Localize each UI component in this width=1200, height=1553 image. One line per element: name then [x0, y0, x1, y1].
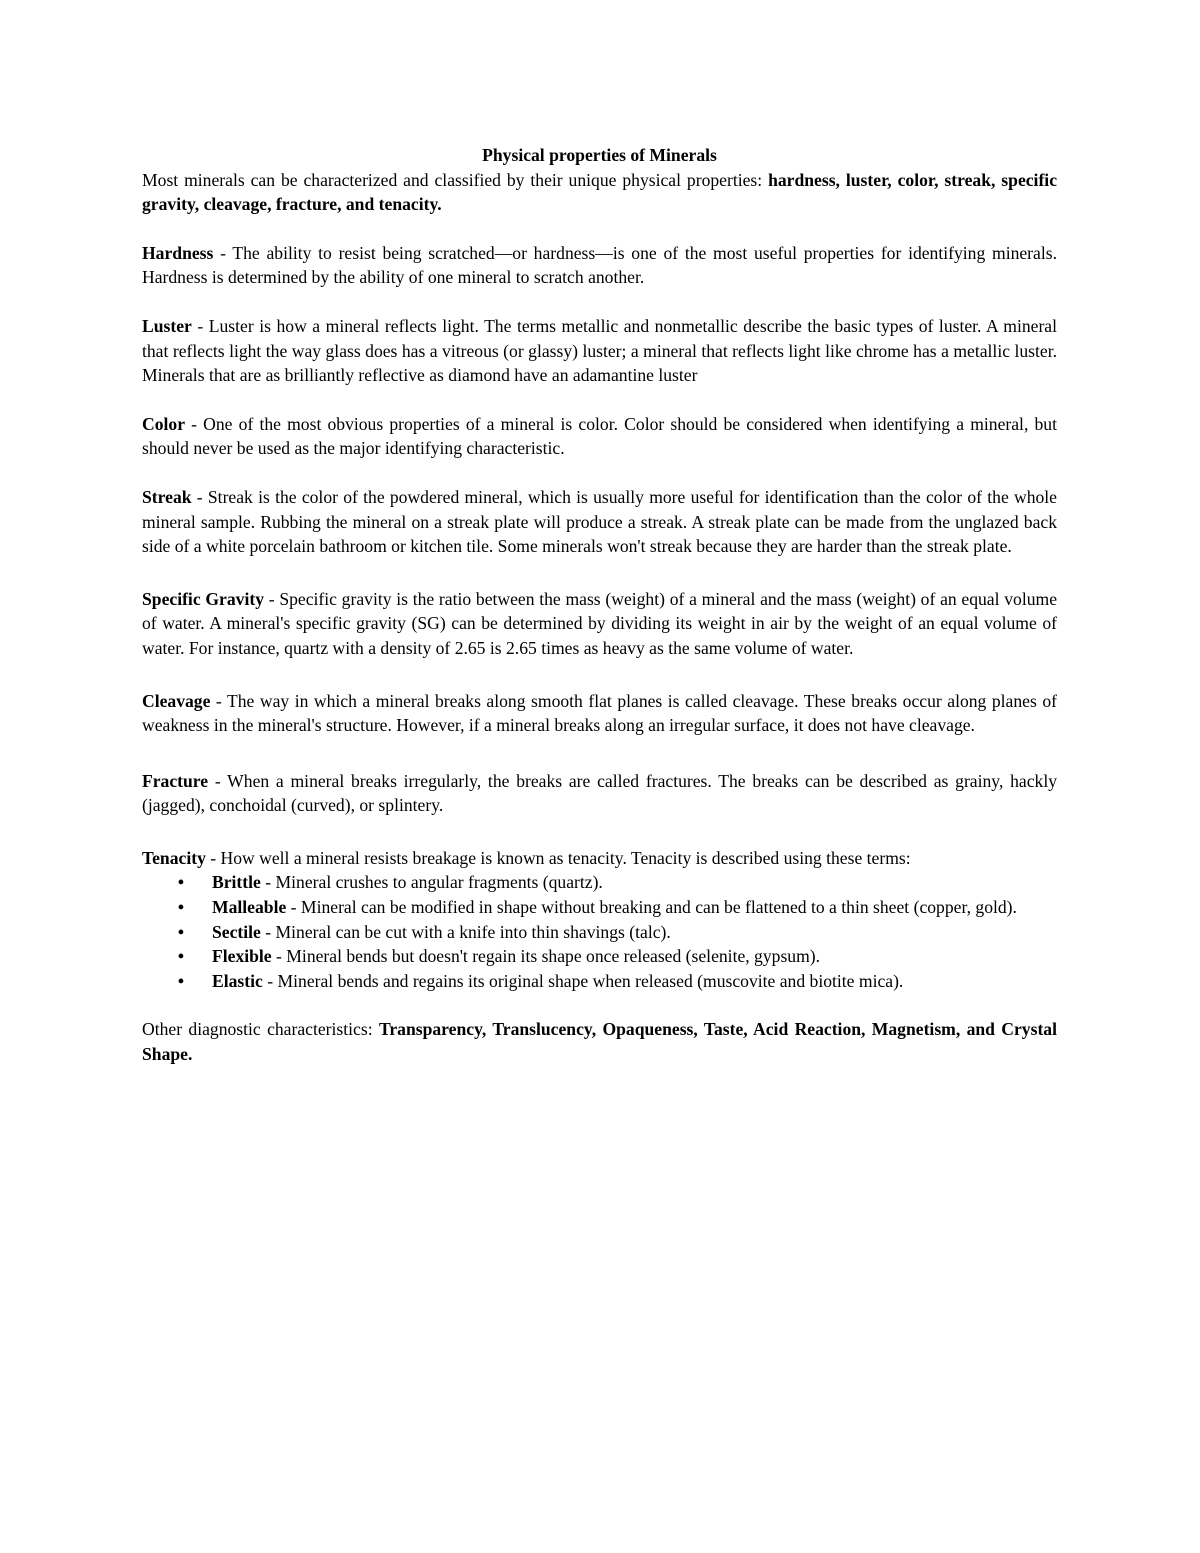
intro-properties-list: hardness, luster, color, streak, specific gravity, cleavage, fracture, and tenacity. [142, 169, 1058, 215]
fracture-text: - When a mineral breaks irregularly, the breaks are called fractures. The breaks can be described as grainy, hackly (jagged), conchoidal (curved), or splintery. [142, 770, 1057, 816]
list-item-text: - Mineral crushes to angular fragments (quartz). [260, 872, 603, 893]
streak-paragraph [142, 485, 1057, 559]
spacer [142, 818, 1057, 846]
list-item [142, 895, 1057, 920]
list-item-term: Brittle [212, 872, 261, 893]
intro-paragraph [142, 168, 1057, 217]
spacer [142, 661, 1057, 689]
color-paragraph [142, 412, 1057, 461]
other-characteristics-list: Transparency, Translucency, Opaqueness, Taste, Acid Reaction, Magnetism, and Crystal Shape. [142, 1019, 1057, 1065]
bullet-icon: • [177, 970, 185, 991]
spacer [142, 217, 1057, 241]
tenacity-paragraph [142, 846, 1057, 871]
other-text: Other diagnostic characteristics: [142, 1019, 379, 1040]
spacer [142, 290, 1057, 314]
list-item-term: Flexible [212, 946, 272, 967]
intro-text: Most minerals can be characterized and classified by their unique physical properties: [142, 169, 769, 190]
list-item-text: - Mineral can be cut with a knife into thin shavings (talc). [260, 921, 671, 942]
fracture-term: Fracture [142, 770, 209, 791]
spacer [142, 461, 1057, 485]
luster-term: Luster [142, 315, 192, 336]
list-item-term: Sectile [212, 921, 261, 942]
tenacity-list [142, 870, 1057, 993]
specific-gravity-paragraph [142, 587, 1057, 661]
cleavage-text: - The way in which a mineral breaks along smooth flat planes is called cleavage. These breaks occur along planes of weakness in the mineral's structure. However, if a mineral breaks along an irregular surface, it does not have cleavage. [142, 690, 1057, 736]
color-text: - One of the most obvious properties of a mineral is color. Color should be considered when identifying a mineral, but should never be used as the major identifying characteristic. [142, 413, 1057, 459]
bullet-icon: • [177, 872, 185, 893]
list-item-text: - Mineral can be modified in shape without breaking and can be flattened to a thin sheet (copper, gold). [286, 897, 1017, 918]
color-term: Color [142, 413, 185, 434]
specific-gravity-term: Specific Gravity [142, 588, 264, 609]
hardness-paragraph [142, 241, 1057, 290]
list-item-text: - Mineral bends and regains its original shape when released (muscovite and biotite mica). [262, 970, 904, 991]
cleavage-term: Cleavage [142, 690, 211, 711]
fracture-paragraph [142, 769, 1057, 818]
spacer [142, 993, 1057, 1017]
document-body [142, 143, 1057, 1067]
list-item [142, 969, 1057, 994]
luster-paragraph [142, 314, 1057, 388]
list-item [142, 944, 1057, 969]
bullet-icon: • [177, 897, 185, 918]
tenacity-term: Tenacity [142, 847, 206, 868]
streak-term: Streak [142, 486, 192, 507]
specific-gravity-text: - Specific gravity is the ratio between the mass (weight) of a mineral and the mass (weight) of an equal volume of water. A mineral's specific gravity (SG) can be determined by dividing its weight in air by the weight of an equal volume of water. For instance, quartz with a density of 2.65 is 2.65 times as heavy as the same volume of water. [142, 588, 1057, 658]
hardness-term: Hardness [142, 242, 214, 263]
luster-text: - Luster is how a mineral reflects light. The terms metallic and nonmetallic describe the basic types of luster. A mineral that reflects light the way glass does has a vitreous (or glassy) luster; a mineral that reflects light like chrome has a metallic luster. Minerals that are as brilliantly reflective as diamond have an adamantine luster [142, 315, 1057, 386]
list-item [142, 920, 1057, 945]
cleavage-paragraph [142, 689, 1057, 738]
bullet-icon: • [177, 921, 185, 942]
list-item-term: Malleable [212, 897, 287, 918]
list-item [142, 870, 1057, 895]
bullet-icon: • [177, 946, 185, 967]
spacer [142, 738, 1057, 769]
tenacity-text: - How well a mineral resists breakage is known as tenacity. Tenacity is described using these terms: [205, 847, 911, 868]
list-item-text: - Mineral bends but doesn't regain its shape once released (selenite, gypsum). [271, 946, 821, 967]
hardness-text: - The ability to resist being scratched—or hardness—is one of the most useful properties for identifying minerals. Hardness is determined by the ability of one mineral to scratch another. [142, 242, 1057, 288]
spacer [142, 559, 1057, 587]
spacer [142, 388, 1057, 412]
page-title: Physical properties of Minerals [482, 145, 717, 165]
list-item-term: Elastic [212, 970, 263, 991]
streak-text: - Streak is the color of the powdered mineral, which is usually more useful for identification than the color of the whole mineral sample. Rubbing the mineral on a streak plate will produce a streak. A streak plate can be made from the unglazed back side of a white porcelain bathroom or kitchen tile. Some minerals won't streak because they are harder than the streak plate. [142, 486, 1057, 557]
other-characteristics-paragraph [142, 1017, 1057, 1066]
